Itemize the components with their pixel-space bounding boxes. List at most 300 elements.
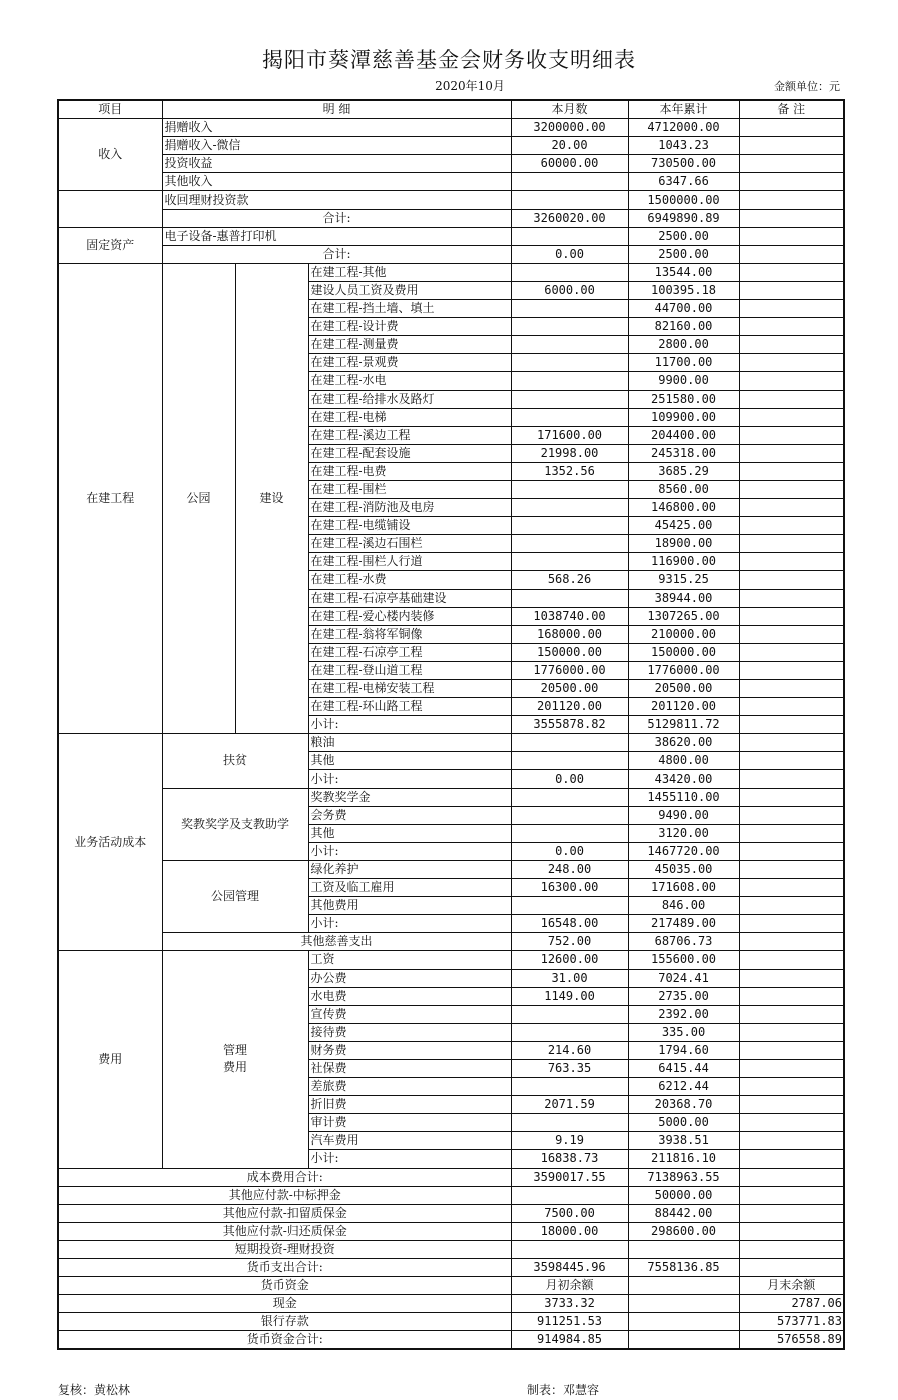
year-value: 7138963.55 <box>628 1168 739 1186</box>
year-value: 116900.00 <box>628 553 739 571</box>
expense-item: 折旧费 <box>308 1096 511 1114</box>
year-value: 211816.10 <box>628 1150 739 1168</box>
year-value: 3685.29 <box>628 462 739 480</box>
note-cell <box>739 155 844 173</box>
year-value: 38944.00 <box>628 589 739 607</box>
year-value: 2392.00 <box>628 1005 739 1023</box>
expense-item: 水电费 <box>308 987 511 1005</box>
cash-begin-value: 914984.85 <box>511 1331 628 1350</box>
note-cell <box>739 734 844 752</box>
summary-label: 短期投资-理财投资 <box>58 1240 511 1258</box>
business-item: 粮油 <box>308 734 511 752</box>
month-value: 568.26 <box>511 571 628 589</box>
year-value: 171608.00 <box>628 879 739 897</box>
empty-cell <box>628 1331 739 1350</box>
note-cell <box>739 444 844 462</box>
recovery-item: 收回理财投资款 <box>162 191 511 209</box>
income-row <box>58 137 844 155</box>
note-cell <box>739 553 844 571</box>
note-cell <box>739 1186 844 1204</box>
cash-row <box>58 1331 844 1350</box>
note-cell <box>739 879 844 897</box>
summary-row <box>58 1259 844 1277</box>
construction-item: 在建工程-溪边工程 <box>308 426 511 444</box>
construction-item: 在建工程-电缆铺设 <box>308 517 511 535</box>
month-value <box>511 408 628 426</box>
year-value: 1467720.00 <box>628 842 739 860</box>
year-value: 201120.00 <box>628 698 739 716</box>
construction-item: 在建工程-电梯 <box>308 408 511 426</box>
month-value <box>511 480 628 498</box>
month-value: 16838.73 <box>511 1150 628 1168</box>
construction-item: 在建工程-电梯安装工程 <box>308 680 511 698</box>
year-value: 82160.00 <box>628 318 739 336</box>
cash-row <box>58 1313 844 1331</box>
note-cell <box>739 408 844 426</box>
month-value: 20.00 <box>511 137 628 155</box>
month-value: 3590017.55 <box>511 1168 628 1186</box>
month-value: 18000.00 <box>511 1222 628 1240</box>
note-cell <box>739 336 844 354</box>
summary-label: 其他应付款-中标押金 <box>58 1186 511 1204</box>
month-value <box>511 318 628 336</box>
year-value: 1043.23 <box>628 137 739 155</box>
note-cell <box>739 1023 844 1041</box>
note-cell <box>739 462 844 480</box>
note-cell <box>739 517 844 535</box>
business-label: 业务活动成本 <box>58 734 162 951</box>
year-value: 245318.00 <box>628 444 739 462</box>
construction-item: 在建工程-水电 <box>308 372 511 390</box>
note-cell <box>739 1240 844 1258</box>
year-value: 7024.41 <box>628 969 739 987</box>
subtotal-label: 小计: <box>308 716 511 734</box>
note-cell <box>739 137 844 155</box>
month-value: 16548.00 <box>511 915 628 933</box>
construction-item: 建设人员工资及费用 <box>308 281 511 299</box>
month-value: 20500.00 <box>511 680 628 698</box>
construction-item: 在建工程-其他 <box>308 263 511 281</box>
expense-item: 财务费 <box>308 1041 511 1059</box>
month-value: 3260020.00 <box>511 209 628 227</box>
construction-item: 在建工程-登山道工程 <box>308 661 511 679</box>
preparer-label: 制表：邓慧容 <box>527 1383 600 1397</box>
expense-item: 审计费 <box>308 1114 511 1132</box>
month-value <box>511 390 628 408</box>
month-value: 214.60 <box>511 1041 628 1059</box>
year-value: 251580.00 <box>628 390 739 408</box>
construction-item: 在建工程-石凉亭基础建设 <box>308 589 511 607</box>
construction-sub2: 建设 <box>235 263 308 733</box>
month-value: 9.19 <box>511 1132 628 1150</box>
expenses-sub-label <box>162 951 308 1168</box>
expense-item: 接待费 <box>308 1023 511 1041</box>
expense-item: 社保费 <box>308 1059 511 1077</box>
year-value: 20500.00 <box>628 680 739 698</box>
month-value: 168000.00 <box>511 625 628 643</box>
summary-label: 成本费用合计: <box>58 1168 511 1186</box>
year-value: 2500.00 <box>628 227 739 245</box>
construction-item: 在建工程-溪边石围栏 <box>308 535 511 553</box>
expenses-label: 费用 <box>58 951 162 1168</box>
construction-label: 在建工程 <box>58 263 162 733</box>
month-value <box>511 553 628 571</box>
year-value: 6212.44 <box>628 1078 739 1096</box>
year-value: 18900.00 <box>628 535 739 553</box>
note-cell <box>739 698 844 716</box>
month-value: 0.00 <box>511 245 628 263</box>
summary-label: 其他应付款-扣留质保金 <box>58 1204 511 1222</box>
note-cell <box>739 788 844 806</box>
construction-item: 在建工程-配套设施 <box>308 444 511 462</box>
month-value <box>511 752 628 770</box>
month-value <box>511 173 628 191</box>
income-total-row <box>58 209 844 227</box>
year-value: 150000.00 <box>628 643 739 661</box>
month-value <box>511 806 628 824</box>
empty-cell <box>628 1295 739 1313</box>
note-cell <box>739 191 844 209</box>
income-row <box>58 173 844 191</box>
year-value: 8560.00 <box>628 480 739 498</box>
note-cell <box>739 897 844 915</box>
note-cell <box>739 227 844 245</box>
note-cell <box>739 860 844 878</box>
business-row <box>58 860 844 878</box>
note-cell <box>739 318 844 336</box>
note-cell <box>739 209 844 227</box>
month-value <box>511 1114 628 1132</box>
note-cell <box>739 933 844 951</box>
note-cell <box>739 1222 844 1240</box>
year-value: 210000.00 <box>628 625 739 643</box>
cash-begin-value: 911251.53 <box>511 1313 628 1331</box>
year-value: 1500000.00 <box>628 191 739 209</box>
month-value: 60000.00 <box>511 155 628 173</box>
summary-label: 货币支出合计: <box>58 1259 511 1277</box>
subtotal-label: 小计: <box>308 1150 511 1168</box>
construction-sub: 公园 <box>162 263 235 733</box>
month-value: 7500.00 <box>511 1204 628 1222</box>
month-value: 6000.00 <box>511 281 628 299</box>
construction-item: 在建工程-围栏 <box>308 480 511 498</box>
note-cell <box>739 1059 844 1077</box>
month-value: 3555878.82 <box>511 716 628 734</box>
note-cell <box>739 354 844 372</box>
note-cell <box>739 1041 844 1059</box>
business-item: 奖教奖学金 <box>308 788 511 806</box>
empty-cell <box>58 191 162 227</box>
other-charity-label: 其他慈善支出 <box>162 933 511 951</box>
cash-header-row <box>58 1277 844 1295</box>
month-value: 3200000.00 <box>511 119 628 137</box>
construction-item: 在建工程-挡土墙、填土 <box>308 300 511 318</box>
construction-item: 在建工程-围栏人行道 <box>308 553 511 571</box>
year-value: 2500.00 <box>628 245 739 263</box>
month-value: 1776000.00 <box>511 661 628 679</box>
note-cell <box>739 643 844 661</box>
note-cell <box>739 372 844 390</box>
year-value: 2800.00 <box>628 336 739 354</box>
cash-end-header: 月末余额 <box>739 1277 844 1295</box>
subtotal-label: 小计: <box>308 770 511 788</box>
month-value: 0.00 <box>511 770 628 788</box>
business-item: 会务费 <box>308 806 511 824</box>
note-cell <box>739 987 844 1005</box>
note-cell <box>739 589 844 607</box>
cash-end-value: 2787.06 <box>739 1295 844 1313</box>
month-value: 248.00 <box>511 860 628 878</box>
month-value: 1149.00 <box>511 987 628 1005</box>
construction-item: 在建工程-石凉亭工程 <box>308 643 511 661</box>
year-value: 38620.00 <box>628 734 739 752</box>
income-recovery-row <box>58 191 844 209</box>
construction-item: 在建工程-电费 <box>308 462 511 480</box>
cash-begin-value: 3733.32 <box>511 1295 628 1313</box>
note-cell <box>739 1132 844 1150</box>
month-value <box>511 263 628 281</box>
summary-row <box>58 1240 844 1258</box>
fixed-total-row <box>58 245 844 263</box>
year-value: 50000.00 <box>628 1186 739 1204</box>
header-year: 本年累计 <box>628 100 739 119</box>
year-value: 9315.25 <box>628 571 739 589</box>
fixed-row <box>58 227 844 245</box>
income-row <box>58 119 844 137</box>
month-value <box>511 1023 628 1041</box>
month-value <box>511 1005 628 1023</box>
currency-unit: 金额单位：元 <box>774 80 840 93</box>
note-cell <box>739 300 844 318</box>
year-value: 11700.00 <box>628 354 739 372</box>
note-cell <box>739 770 844 788</box>
note-cell <box>739 625 844 643</box>
note-cell <box>739 915 844 933</box>
construction-item: 在建工程-爱心楼内装修 <box>308 607 511 625</box>
note-cell <box>739 281 844 299</box>
month-value: 150000.00 <box>511 643 628 661</box>
year-value: 3120.00 <box>628 824 739 842</box>
month-value <box>511 824 628 842</box>
note-cell <box>739 752 844 770</box>
cash-label: 现金 <box>58 1295 511 1313</box>
month-value <box>511 1186 628 1204</box>
year-value <box>628 1240 739 1258</box>
fixed-total-label: 合计: <box>162 245 511 263</box>
construction-item: 在建工程-给排水及路灯 <box>308 390 511 408</box>
business-row <box>58 734 844 752</box>
note-cell <box>739 119 844 137</box>
year-value: 298600.00 <box>628 1222 739 1240</box>
empty-cell <box>628 1277 739 1295</box>
month-value <box>511 589 628 607</box>
summary-row <box>58 1222 844 1240</box>
year-value: 4800.00 <box>628 752 739 770</box>
note-cell <box>739 680 844 698</box>
fixed-label: 固定资产 <box>58 227 162 263</box>
year-value: 2735.00 <box>628 987 739 1005</box>
year-value: 335.00 <box>628 1023 739 1041</box>
month-value: 752.00 <box>511 933 628 951</box>
year-value: 6347.66 <box>628 173 739 191</box>
year-value: 1455110.00 <box>628 788 739 806</box>
month-value <box>511 1078 628 1096</box>
month-value: 1352.56 <box>511 462 628 480</box>
income-row <box>58 155 844 173</box>
income-item: 投资收益 <box>162 155 511 173</box>
month-value: 2071.59 <box>511 1096 628 1114</box>
note-cell <box>739 173 844 191</box>
year-value: 5129811.72 <box>628 716 739 734</box>
expense-item: 宣传费 <box>308 1005 511 1023</box>
note-cell <box>739 842 844 860</box>
month-value <box>511 300 628 318</box>
note-cell <box>739 245 844 263</box>
year-value: 44700.00 <box>628 300 739 318</box>
empty-cell <box>628 1313 739 1331</box>
month-value <box>511 1240 628 1258</box>
note-cell <box>739 499 844 517</box>
income-total-label: 合计: <box>162 209 511 227</box>
year-value: 146800.00 <box>628 499 739 517</box>
year-value: 9490.00 <box>628 806 739 824</box>
year-value: 204400.00 <box>628 426 739 444</box>
month-value <box>511 191 628 209</box>
note-cell <box>739 1259 844 1277</box>
summary-row <box>58 1186 844 1204</box>
month-value: 16300.00 <box>511 879 628 897</box>
subtotal-label: 小计: <box>308 842 511 860</box>
note-cell <box>739 426 844 444</box>
year-value: 100395.18 <box>628 281 739 299</box>
month-value <box>511 517 628 535</box>
cash-end-value: 576558.89 <box>739 1331 844 1350</box>
year-value: 1794.60 <box>628 1041 739 1059</box>
income-item: 其他收入 <box>162 173 511 191</box>
business-item: 工资及临工雇用 <box>308 879 511 897</box>
business-item: 其他费用 <box>308 897 511 915</box>
year-value: 6415.44 <box>628 1059 739 1077</box>
note-cell <box>739 806 844 824</box>
note-cell <box>739 1078 844 1096</box>
expenses-sub-line: 管理 <box>222 1043 247 1058</box>
construction-item: 在建工程-景观费 <box>308 354 511 372</box>
expense-item: 汽车费用 <box>308 1132 511 1150</box>
header-note: 备 注 <box>739 100 844 119</box>
year-value: 4712000.00 <box>628 119 739 137</box>
year-value: 109900.00 <box>628 408 739 426</box>
expense-item: 工资 <box>308 951 511 969</box>
report-title: 揭阳市葵潭慈善基金会财务收支明细表 <box>262 48 636 72</box>
note-cell <box>739 1168 844 1186</box>
month-value: 201120.00 <box>511 698 628 716</box>
year-value: 20368.70 <box>628 1096 739 1114</box>
header-detail: 明 细 <box>162 100 511 119</box>
income-item: 捐赠收入 <box>162 119 511 137</box>
month-value: 0.00 <box>511 842 628 860</box>
header-item: 项目 <box>58 100 162 119</box>
business-row <box>58 788 844 806</box>
note-cell <box>739 607 844 625</box>
note-cell <box>739 1150 844 1168</box>
year-value: 155600.00 <box>628 951 739 969</box>
construction-item: 在建工程-消防池及电房 <box>308 499 511 517</box>
month-value: 31.00 <box>511 969 628 987</box>
business-item: 其他 <box>308 752 511 770</box>
note-cell <box>739 480 844 498</box>
expense-item: 办公费 <box>308 969 511 987</box>
fixed-item: 电子设备-惠普打印机 <box>162 227 511 245</box>
header-month: 本月数 <box>511 100 628 119</box>
note-cell <box>739 969 844 987</box>
cash-header-label: 货币资金 <box>58 1277 511 1295</box>
note-cell <box>739 263 844 281</box>
business-item: 绿化养护 <box>308 860 511 878</box>
construction-item: 在建工程-翁将军铜像 <box>308 625 511 643</box>
construction-item: 在建工程-水费 <box>308 571 511 589</box>
month-value <box>511 734 628 752</box>
year-value: 217489.00 <box>628 915 739 933</box>
month-value: 21998.00 <box>511 444 628 462</box>
note-cell <box>739 951 844 969</box>
business-group-label: 奖教奖学及支教助学 <box>162 788 308 860</box>
year-value: 730500.00 <box>628 155 739 173</box>
month-value <box>511 788 628 806</box>
month-value: 3598445.96 <box>511 1259 628 1277</box>
year-value: 5000.00 <box>628 1114 739 1132</box>
subtotal-label: 小计: <box>308 915 511 933</box>
year-value: 88442.00 <box>628 1204 739 1222</box>
cash-label: 货币资金合计: <box>58 1331 511 1350</box>
note-cell <box>739 1005 844 1023</box>
construction-item: 在建工程-测量费 <box>308 336 511 354</box>
month-value <box>511 336 628 354</box>
other-charity-row <box>58 933 844 951</box>
reviewer-label: 复核：黄松林 <box>58 1383 131 1397</box>
month-value <box>511 372 628 390</box>
summary-row <box>58 1204 844 1222</box>
cash-end-value: 573771.83 <box>739 1313 844 1331</box>
year-value: 68706.73 <box>628 933 739 951</box>
month-value <box>511 354 628 372</box>
note-cell <box>739 824 844 842</box>
year-value: 7558136.85 <box>628 1259 739 1277</box>
month-value <box>511 499 628 517</box>
expenses-sub-line: 费用 <box>222 1060 247 1075</box>
construction-item: 在建工程-环山路工程 <box>308 698 511 716</box>
summary-label: 其他应付款-归还质保金 <box>58 1222 511 1240</box>
year-value: 43420.00 <box>628 770 739 788</box>
note-cell <box>739 571 844 589</box>
cash-label: 银行存款 <box>58 1313 511 1331</box>
note-cell <box>739 716 844 734</box>
month-value: 171600.00 <box>511 426 628 444</box>
note-cell <box>739 661 844 679</box>
report-date: 2020年10月 <box>435 79 505 93</box>
note-cell <box>739 1096 844 1114</box>
note-cell <box>739 1204 844 1222</box>
year-value: 45035.00 <box>628 860 739 878</box>
year-value: 1776000.00 <box>628 661 739 679</box>
summary-row <box>58 1168 844 1186</box>
year-value: 3938.51 <box>628 1132 739 1150</box>
income-item: 捐赠收入-微信 <box>162 137 511 155</box>
expense-item: 差旅费 <box>308 1078 511 1096</box>
expense-row <box>58 951 844 969</box>
year-value: 45425.00 <box>628 517 739 535</box>
year-value: 846.00 <box>628 897 739 915</box>
month-value: 12600.00 <box>511 951 628 969</box>
